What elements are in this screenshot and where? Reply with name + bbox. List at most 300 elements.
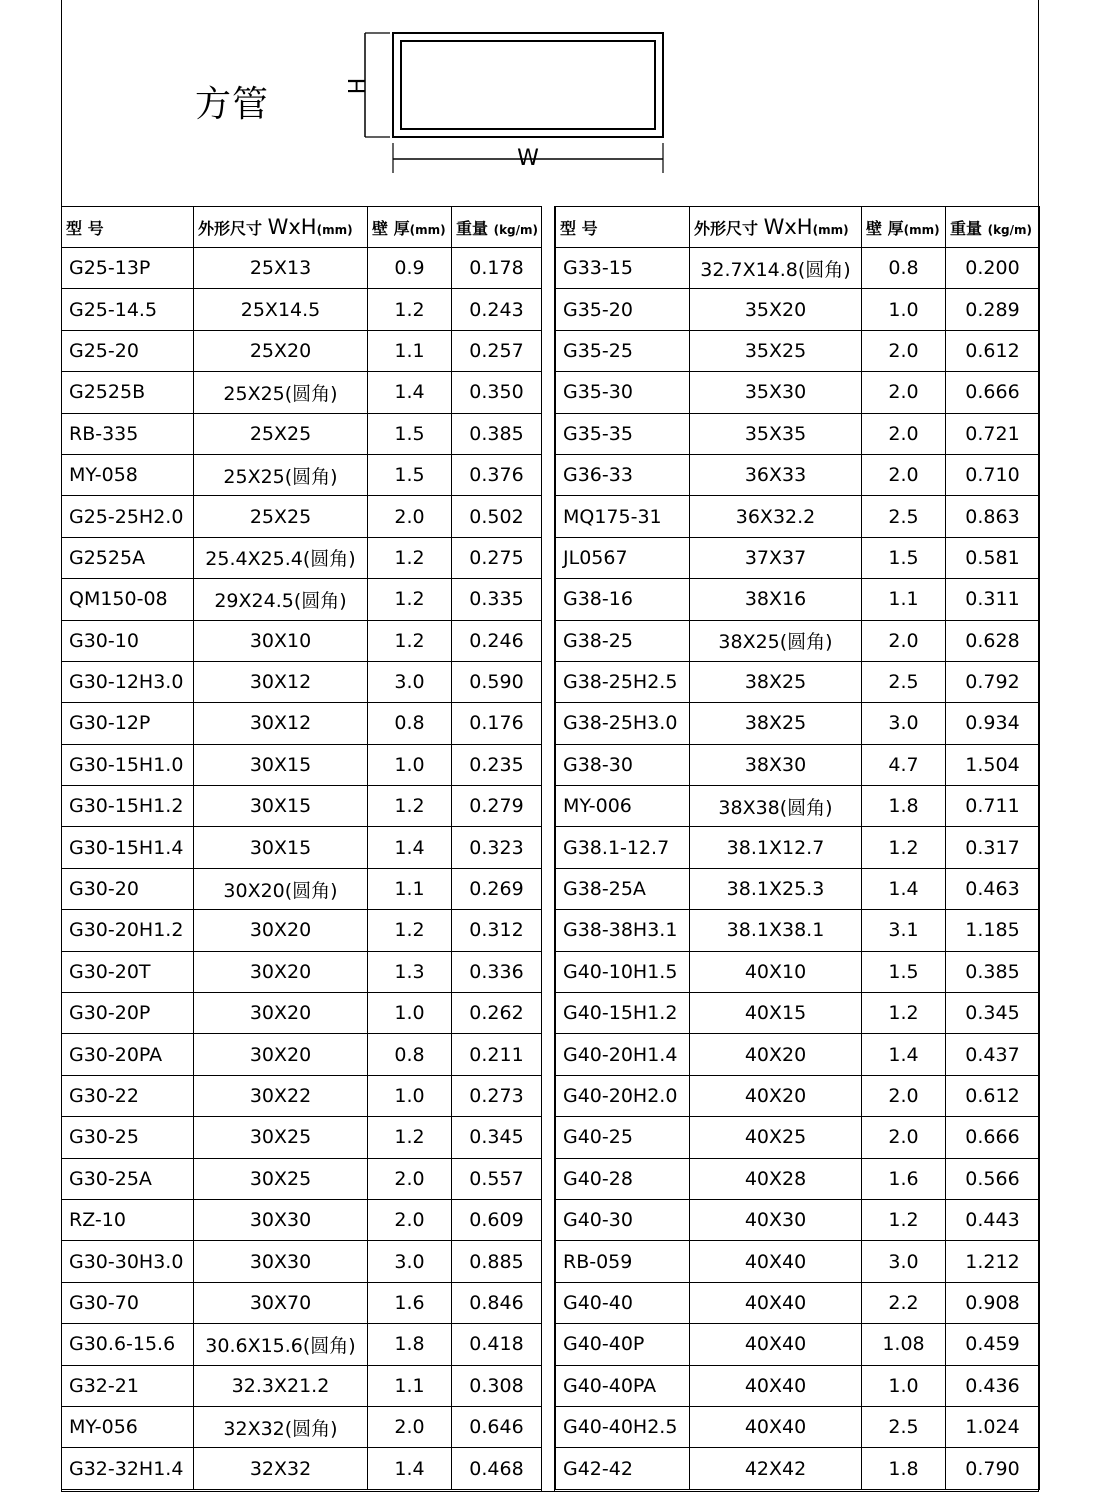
dimension-h-label: H — [342, 77, 367, 95]
cell-model: G38-25H2.5 — [556, 661, 690, 702]
cell-size: 35X30 — [690, 372, 862, 413]
cell-size: 30X70 — [194, 1282, 368, 1323]
table-row — [62, 1448, 542, 1489]
cell-model: G30-20H1.2 — [62, 910, 194, 951]
cell-wall: 1.2 — [368, 1117, 452, 1158]
cell-wall: 2.5 — [862, 496, 946, 537]
cell-size: 29X24.5(圆角) — [194, 579, 368, 620]
cell-model: G38-30 — [556, 744, 690, 785]
table-row — [62, 537, 542, 578]
cell-model: G40-40H2.5 — [556, 1406, 690, 1447]
cell-wall: 1.08 — [862, 1324, 946, 1365]
cell-model: MY-006 — [556, 786, 690, 827]
cell-model: G30-20 — [62, 868, 194, 909]
cell-model: G38-38H3.1 — [556, 910, 690, 951]
cell-model: G30-15H1.0 — [62, 744, 194, 785]
cell-size: 30X20 — [194, 993, 368, 1034]
header-size: 外形尺寸 WxH(mm) — [690, 207, 862, 248]
cell-weight: 0.269 — [452, 868, 542, 909]
cell-model: G35-30 — [556, 372, 690, 413]
cell-weight: 0.262 — [452, 993, 542, 1034]
cell-wall: 1.1 — [368, 330, 452, 371]
cell-model: RZ-10 — [62, 1199, 194, 1240]
cell-weight: 0.345 — [452, 1117, 542, 1158]
cell-model: G30-10 — [62, 620, 194, 661]
cell-model: G38.1-12.7 — [556, 827, 690, 868]
cell-weight: 0.459 — [946, 1324, 1040, 1365]
cell-wall: 2.0 — [862, 454, 946, 495]
cell-size: 40X40 — [690, 1406, 862, 1447]
table-separator — [541, 206, 555, 1492]
cell-wall: 2.0 — [368, 496, 452, 537]
table-row — [556, 454, 1040, 495]
cell-weight: 0.711 — [946, 786, 1040, 827]
cell-size: 25X25 — [194, 496, 368, 537]
cell-weight: 0.345 — [946, 993, 1040, 1034]
cell-size: 30X15 — [194, 786, 368, 827]
table-row — [62, 786, 542, 827]
cell-model: G30-22 — [62, 1075, 194, 1116]
cell-weight: 0.908 — [946, 1282, 1040, 1323]
table-row — [556, 579, 1040, 620]
spec-table-right — [555, 206, 1040, 1490]
table-row — [62, 1241, 542, 1282]
cell-size: 38X25 — [690, 661, 862, 702]
header-weight: 重量 (kg/m) — [452, 207, 542, 248]
cell-wall: 3.0 — [368, 661, 452, 702]
table-row — [62, 1117, 542, 1158]
cell-weight: 0.273 — [452, 1075, 542, 1116]
cell-size: 40X25 — [690, 1117, 862, 1158]
cell-weight: 0.666 — [946, 1117, 1040, 1158]
cell-wall: 1.0 — [368, 993, 452, 1034]
table-row — [62, 868, 542, 909]
cell-size: 25X20 — [194, 330, 368, 371]
cell-weight: 0.710 — [946, 454, 1040, 495]
cell-size: 30X10 — [194, 620, 368, 661]
cell-size: 30X30 — [194, 1241, 368, 1282]
cell-wall: 2.0 — [862, 330, 946, 371]
cell-size: 25X25(圆角) — [194, 372, 368, 413]
cell-weight: 0.437 — [946, 1034, 1040, 1075]
table-row — [62, 827, 542, 868]
table-row — [62, 703, 542, 744]
cell-size: 32X32(圆角) — [194, 1406, 368, 1447]
cell-model: G25-14.5 — [62, 289, 194, 330]
cell-size: 40X10 — [690, 951, 862, 992]
cell-weight: 0.235 — [452, 744, 542, 785]
table-row — [556, 744, 1040, 785]
table-row — [556, 868, 1040, 909]
cell-weight: 0.246 — [452, 620, 542, 661]
table-row — [556, 289, 1040, 330]
cell-weight: 0.863 — [946, 496, 1040, 537]
header-wall: 壁 厚(mm) — [368, 207, 452, 248]
cell-model: G30-25 — [62, 1117, 194, 1158]
cell-size: 32.7X14.8(圆角) — [690, 248, 862, 289]
cell-wall: 1.2 — [368, 786, 452, 827]
cell-wall: 1.0 — [368, 744, 452, 785]
cell-model: G40-40PA — [556, 1365, 690, 1406]
cell-size: 37X37 — [690, 537, 862, 578]
cell-weight: 0.376 — [452, 454, 542, 495]
cell-weight: 0.590 — [452, 661, 542, 702]
cell-model: G38-25A — [556, 868, 690, 909]
cell-wall: 2.0 — [368, 1199, 452, 1240]
cell-weight: 0.308 — [452, 1365, 542, 1406]
cell-size: 25X25 — [194, 413, 368, 454]
table-row — [62, 1199, 542, 1240]
cell-size: 40X15 — [690, 993, 862, 1034]
cell-model: G38-25H3.0 — [556, 703, 690, 744]
table-row — [556, 1365, 1040, 1406]
cell-model: G30-12P — [62, 703, 194, 744]
cell-weight: 0.463 — [946, 868, 1040, 909]
cell-wall: 1.4 — [368, 1448, 452, 1489]
cell-wall: 1.6 — [862, 1158, 946, 1199]
table-row — [556, 993, 1040, 1034]
table-row — [62, 1158, 542, 1199]
cell-weight: 0.721 — [946, 413, 1040, 454]
cell-size: 30X30 — [194, 1199, 368, 1240]
cell-wall: 1.2 — [368, 579, 452, 620]
cell-model: G30-15H1.4 — [62, 827, 194, 868]
header-model: 型 号 — [62, 207, 194, 248]
cell-wall: 1.8 — [368, 1324, 452, 1365]
cell-wall: 4.7 — [862, 744, 946, 785]
header-size: 外形尺寸 WxH(mm) — [194, 207, 368, 248]
table-row — [62, 372, 542, 413]
cell-wall: 1.2 — [862, 827, 946, 868]
table-row — [556, 827, 1040, 868]
cell-model: MY-056 — [62, 1406, 194, 1447]
cell-model: G25-25H2.0 — [62, 496, 194, 537]
table-row — [556, 413, 1040, 454]
tube-outer-outline — [393, 33, 663, 137]
dimension-w-label: W — [517, 146, 539, 171]
cell-model: G35-20 — [556, 289, 690, 330]
tube-inner-outline — [401, 41, 655, 129]
cell-size: 25X25(圆角) — [194, 454, 368, 495]
table-row — [556, 496, 1040, 537]
cell-wall: 1.2 — [862, 993, 946, 1034]
cell-model: G40-20H2.0 — [556, 1075, 690, 1116]
table-row — [556, 1241, 1040, 1282]
cell-size: 38X38(圆角) — [690, 786, 862, 827]
cell-weight: 1.212 — [946, 1241, 1040, 1282]
cell-weight: 0.502 — [452, 496, 542, 537]
cell-size: 36X33 — [690, 454, 862, 495]
cell-model: G30-25A — [62, 1158, 194, 1199]
cell-model: G42-42 — [556, 1448, 690, 1489]
cell-wall: 3.0 — [862, 1241, 946, 1282]
table-row — [62, 330, 542, 371]
cell-wall: 1.2 — [368, 537, 452, 578]
cell-weight: 0.609 — [452, 1199, 542, 1240]
cell-model: G40-30 — [556, 1199, 690, 1240]
cell-weight: 0.176 — [452, 703, 542, 744]
table-row — [62, 1034, 542, 1075]
table-row — [556, 951, 1040, 992]
table-row — [62, 248, 542, 289]
cell-weight: 0.436 — [946, 1365, 1040, 1406]
cell-weight: 0.257 — [452, 330, 542, 371]
cell-wall: 1.8 — [862, 1448, 946, 1489]
cell-wall: 0.8 — [368, 1034, 452, 1075]
cell-size: 35X20 — [690, 289, 862, 330]
cell-model: G40-20H1.4 — [556, 1034, 690, 1075]
cell-model: G40-40 — [556, 1282, 690, 1323]
cell-model: G30-20PA — [62, 1034, 194, 1075]
cell-model: RB-335 — [62, 413, 194, 454]
cell-wall: 1.2 — [368, 289, 452, 330]
table-row — [556, 661, 1040, 702]
cell-size: 32X32 — [194, 1448, 368, 1489]
cell-wall: 1.4 — [862, 868, 946, 909]
table-row — [556, 910, 1040, 951]
cell-wall: 1.5 — [368, 454, 452, 495]
cell-weight: 0.312 — [452, 910, 542, 951]
cell-wall: 1.2 — [368, 620, 452, 661]
cell-size: 30X15 — [194, 744, 368, 785]
cell-weight: 0.311 — [946, 579, 1040, 620]
cell-wall: 2.0 — [862, 620, 946, 661]
cell-size: 40X40 — [690, 1365, 862, 1406]
cell-size: 38X25 — [690, 703, 862, 744]
cell-size: 25X13 — [194, 248, 368, 289]
table-row — [62, 1075, 542, 1116]
cell-weight: 0.792 — [946, 661, 1040, 702]
cell-weight: 0.317 — [946, 827, 1040, 868]
cell-model: G40-28 — [556, 1158, 690, 1199]
cell-size: 32.3X21.2 — [194, 1365, 368, 1406]
cell-weight: 0.350 — [452, 372, 542, 413]
cell-size: 30.6X15.6(圆角) — [194, 1324, 368, 1365]
cell-wall: 2.0 — [862, 1075, 946, 1116]
cell-wall: 1.2 — [368, 910, 452, 951]
cell-size: 36X32.2 — [690, 496, 862, 537]
cell-model: G35-35 — [556, 413, 690, 454]
cell-wall: 2.0 — [862, 372, 946, 413]
cell-weight: 0.243 — [452, 289, 542, 330]
cell-size: 30X25 — [194, 1158, 368, 1199]
cell-model: G32-21 — [62, 1365, 194, 1406]
cell-size: 30X22 — [194, 1075, 368, 1116]
cell-weight: 1.185 — [946, 910, 1040, 951]
cell-weight: 0.885 — [452, 1241, 542, 1282]
square-tube-diagram — [330, 25, 680, 185]
cell-wall: 0.8 — [862, 248, 946, 289]
cell-size: 38X30 — [690, 744, 862, 785]
cell-model: G35-25 — [556, 330, 690, 371]
cell-weight: 0.666 — [946, 372, 1040, 413]
cell-wall: 0.8 — [368, 703, 452, 744]
cell-weight: 0.178 — [452, 248, 542, 289]
cell-wall: 1.4 — [368, 827, 452, 868]
cell-weight: 0.443 — [946, 1199, 1040, 1240]
cell-size: 42X42 — [690, 1448, 862, 1489]
cell-weight: 0.646 — [452, 1406, 542, 1447]
table-row — [62, 289, 542, 330]
header-model: 型 号 — [556, 207, 690, 248]
cell-size: 30X12 — [194, 703, 368, 744]
cell-weight: 0.581 — [946, 537, 1040, 578]
table-row — [62, 620, 542, 661]
header-wall: 壁 厚(mm) — [862, 207, 946, 248]
cell-wall: 3.0 — [862, 703, 946, 744]
cell-wall: 2.5 — [862, 1406, 946, 1447]
cell-wall: 1.0 — [862, 1365, 946, 1406]
cell-model: G40-25 — [556, 1117, 690, 1158]
cell-model: G25-20 — [62, 330, 194, 371]
cell-wall: 2.0 — [862, 1117, 946, 1158]
cell-size: 40X20 — [690, 1075, 862, 1116]
cell-model: G30-12H3.0 — [62, 661, 194, 702]
cell-weight: 0.557 — [452, 1158, 542, 1199]
cell-size: 38.1X12.7 — [690, 827, 862, 868]
cell-weight: 0.934 — [946, 703, 1040, 744]
cell-size: 30X12 — [194, 661, 368, 702]
cell-size: 30X15 — [194, 827, 368, 868]
cell-size: 30X20(圆角) — [194, 868, 368, 909]
table-row — [62, 1324, 542, 1365]
cell-wall: 1.5 — [862, 537, 946, 578]
cell-weight: 1.504 — [946, 744, 1040, 785]
table-row — [62, 454, 542, 495]
cell-size: 30X20 — [194, 1034, 368, 1075]
cell-model: G38-16 — [556, 579, 690, 620]
cell-size: 30X25 — [194, 1117, 368, 1158]
table-row — [556, 1075, 1040, 1116]
cell-size: 35X35 — [690, 413, 862, 454]
cell-size: 40X40 — [690, 1282, 862, 1323]
cell-model: G36-33 — [556, 454, 690, 495]
cell-wall: 2.0 — [862, 413, 946, 454]
table-row — [62, 910, 542, 951]
cell-wall: 1.1 — [368, 868, 452, 909]
cell-size: 35X25 — [690, 330, 862, 371]
cell-weight: 0.385 — [452, 413, 542, 454]
cell-model: G40-40P — [556, 1324, 690, 1365]
cell-model: MY-058 — [62, 454, 194, 495]
cell-wall: 1.3 — [368, 951, 452, 992]
cell-weight: 0.566 — [946, 1158, 1040, 1199]
cell-wall: 2.0 — [368, 1158, 452, 1199]
cell-model: G25-13P — [62, 248, 194, 289]
table-row — [556, 786, 1040, 827]
cell-size: 38.1X25.3 — [690, 868, 862, 909]
cell-size: 38.1X38.1 — [690, 910, 862, 951]
cell-model: G32-32H1.4 — [62, 1448, 194, 1489]
header-weight: 重量 (kg/m) — [946, 207, 1040, 248]
table-row — [556, 537, 1040, 578]
table-row — [62, 1282, 542, 1323]
cell-size: 30X20 — [194, 910, 368, 951]
cell-weight: 0.336 — [452, 951, 542, 992]
cell-wall: 1.0 — [368, 1075, 452, 1116]
cell-size: 40X30 — [690, 1199, 862, 1240]
cell-model: JL0567 — [556, 537, 690, 578]
table-row — [556, 248, 1040, 289]
table-row — [62, 579, 542, 620]
spec-table-left — [61, 206, 542, 1490]
cell-wall: 2.0 — [368, 1406, 452, 1447]
cell-weight: 1.024 — [946, 1406, 1040, 1447]
cell-model: G40-15H1.2 — [556, 993, 690, 1034]
cell-wall: 1.8 — [862, 786, 946, 827]
cell-weight: 0.335 — [452, 579, 542, 620]
table-row — [556, 1117, 1040, 1158]
cell-weight: 0.279 — [452, 786, 542, 827]
cell-weight: 0.612 — [946, 1075, 1040, 1116]
cell-model: G38-25 — [556, 620, 690, 661]
cell-size: 25X14.5 — [194, 289, 368, 330]
cell-model: G33-15 — [556, 248, 690, 289]
cell-weight: 0.612 — [946, 330, 1040, 371]
cell-model: MQ175-31 — [556, 496, 690, 537]
cell-model: G30-20P — [62, 993, 194, 1034]
cell-size: 40X40 — [690, 1324, 862, 1365]
page-title: 方管 — [195, 84, 270, 125]
cell-wall: 2.5 — [862, 661, 946, 702]
table-row — [62, 1365, 542, 1406]
cell-model: G30-70 — [62, 1282, 194, 1323]
cell-model: G30-20T — [62, 951, 194, 992]
cell-size: 40X20 — [690, 1034, 862, 1075]
table-row — [62, 993, 542, 1034]
cell-size: 40X28 — [690, 1158, 862, 1199]
cell-model: G2525B — [62, 372, 194, 413]
cell-wall: 1.2 — [862, 1199, 946, 1240]
table-row — [556, 1448, 1040, 1489]
table-row — [556, 620, 1040, 661]
table-row — [556, 703, 1040, 744]
table-row — [62, 496, 542, 537]
cell-wall: 0.9 — [368, 248, 452, 289]
table-row — [556, 1158, 1040, 1199]
cell-wall: 1.4 — [862, 1034, 946, 1075]
table-row — [556, 1324, 1040, 1365]
table-row — [556, 1034, 1040, 1075]
table-row — [62, 951, 542, 992]
cell-weight: 0.275 — [452, 537, 542, 578]
cell-size: 30X20 — [194, 951, 368, 992]
cell-weight: 0.846 — [452, 1282, 542, 1323]
cell-wall: 3.0 — [368, 1241, 452, 1282]
table-header — [556, 207, 1040, 248]
cell-model: QM150-08 — [62, 579, 194, 620]
cell-weight: 0.200 — [946, 248, 1040, 289]
cell-model: G30-30H3.0 — [62, 1241, 194, 1282]
cell-size: 40X40 — [690, 1241, 862, 1282]
table-row — [556, 372, 1040, 413]
cell-model: G30.6-15.6 — [62, 1324, 194, 1365]
table-row — [556, 1406, 1040, 1447]
cell-weight: 0.289 — [946, 289, 1040, 330]
cell-wall: 2.2 — [862, 1282, 946, 1323]
cell-wall: 1.0 — [862, 289, 946, 330]
cell-wall: 1.1 — [368, 1365, 452, 1406]
cell-weight: 0.323 — [452, 827, 542, 868]
cell-wall: 1.5 — [368, 413, 452, 454]
cell-weight: 0.211 — [452, 1034, 542, 1075]
table-row — [556, 330, 1040, 371]
cell-weight: 0.468 — [452, 1448, 542, 1489]
cell-model: G40-10H1.5 — [556, 951, 690, 992]
table-header — [62, 207, 542, 248]
cell-size: 25.4X25.4(圆角) — [194, 537, 368, 578]
cell-wall: 1.5 — [862, 951, 946, 992]
